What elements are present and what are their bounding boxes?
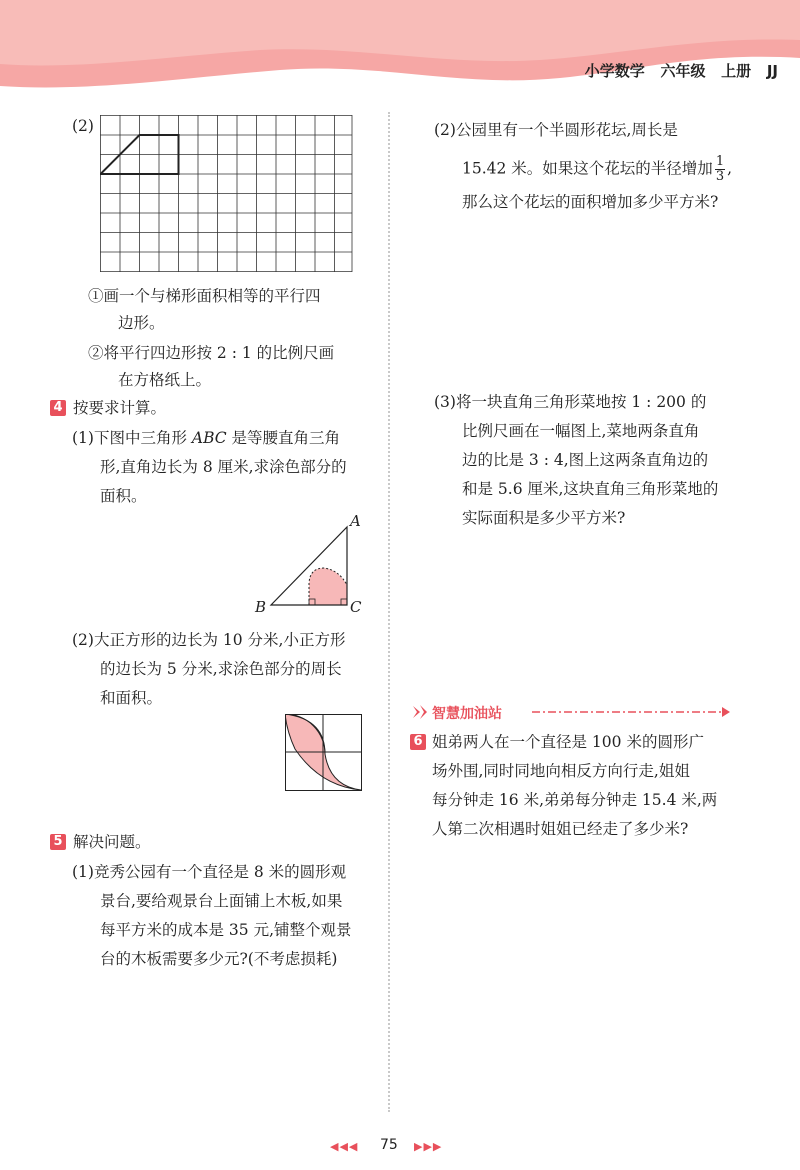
q5-p2-line1: (2)公园里有一个半圆形花坛,周长是	[434, 121, 678, 139]
q5-p2-line2	[462, 155, 732, 184]
book-title: 小学数学	[584, 62, 645, 80]
q5-p3-line2: 比例尺画在一幅图上,菜地两条直角	[462, 422, 700, 440]
edition: JJ	[766, 62, 778, 80]
q4-p1-line1-a: (1)下图中三角形	[72, 429, 192, 447]
banner-title: 智慧加油站	[432, 706, 502, 722]
triangle-figure	[266, 525, 356, 610]
arrow-right-icon	[722, 707, 730, 717]
q5-badge: 5	[50, 834, 66, 850]
q3-2-task2-line1: ②将平行四边形按 2 : 1 的比例尺画	[88, 344, 335, 362]
q4-title: 按要求计算。	[73, 399, 167, 417]
q4-p1-abc: ABC	[191, 429, 227, 447]
q5-p1-line2: 景台,要给观景台上面铺上木板,如果	[100, 892, 343, 910]
q5-p2-line3: 那么这个花坛的面积增加多少平方米?	[462, 193, 719, 211]
q6-line3: 每分钟走 16 米,弟弟每分钟走 15.4 米,两	[432, 791, 718, 809]
q6-badge: 6	[410, 734, 426, 750]
q4-p2-line3: 和面积。	[100, 689, 163, 707]
q5-p3-line1: (3)将一块直角三角形菜地按 1 : 200 的	[434, 393, 707, 411]
column-divider	[388, 112, 390, 1112]
label-a: A	[350, 512, 361, 530]
q4-p1-line3: 面积。	[100, 487, 147, 505]
label-c: C	[350, 598, 362, 616]
fraction-denominator: 3	[715, 169, 725, 184]
page-number: 75	[380, 1137, 398, 1153]
q5-p3-line5: 实际面积是多少平方米?	[462, 509, 626, 527]
sparkle-icon	[413, 705, 427, 719]
q3-2-task2-line2: 在方格纸上。	[118, 371, 212, 389]
q5-p1-line3: 每平方米的成本是 35 元,铺整个观景	[100, 921, 352, 939]
fraction-one-third	[715, 155, 725, 184]
volume: 上册	[721, 62, 752, 80]
q5-p2-line2-text: 15.42 米。如果这个花坛的半径增加	[462, 159, 713, 178]
footer-left-arrows: ◀◀◀	[330, 1140, 359, 1153]
q3-2-task1-line1: ①画一个与梯形面积相等的平行四	[88, 287, 321, 305]
squares-figure	[285, 714, 365, 794]
header-info	[585, 60, 778, 81]
grade: 六年级	[660, 62, 706, 80]
grid-figure	[100, 115, 354, 275]
q5-title: 解决问题。	[73, 833, 151, 851]
q6-line1: 姐弟两人在一个直径是 100 米的圆形广	[432, 733, 704, 751]
q5-p1-line4: 台的木板需要多少元?(不考虑损耗)	[100, 950, 338, 968]
label-b: B	[255, 598, 267, 616]
q4-p2-line2: 的边长为 5 分米,求涂色部分的周长	[100, 660, 342, 678]
q4-p2-line1: (2)大正方形的边长为 10 分米,小正方形	[72, 631, 346, 649]
q4-p1-line1-b: 是等腰直角三角	[226, 429, 341, 447]
q4-p1-line2: 形,直角边长为 8 厘米,求涂色部分的	[100, 458, 347, 476]
q6-line2: 场外围,同时同地向相反方向行走,姐姐	[432, 762, 690, 780]
q3-2-task1-line2: 边形。	[118, 314, 165, 332]
q6-line4: 人第二次相遇时姐姐已经走了多少米?	[432, 820, 689, 838]
q5-p3-line3: 边的比是 3 : 4,图上这两条直角边的	[462, 451, 709, 469]
shaded-region	[309, 527, 347, 605]
fraction-numerator: 1	[715, 154, 725, 169]
q5-p2-line2-end: ,	[727, 159, 733, 178]
q3-2-label: (2)	[72, 117, 94, 135]
q5-p1-line1: (1)竞秀公园有一个直径是 8 米的圆形观	[72, 863, 347, 881]
q4-p1-line1	[72, 428, 340, 448]
footer-right-arrows: ▶▶▶	[414, 1140, 443, 1153]
q4-badge: 4	[50, 400, 66, 416]
q5-p3-line4: 和是 5.6 厘米,这块直角三角形菜地的	[462, 480, 719, 498]
